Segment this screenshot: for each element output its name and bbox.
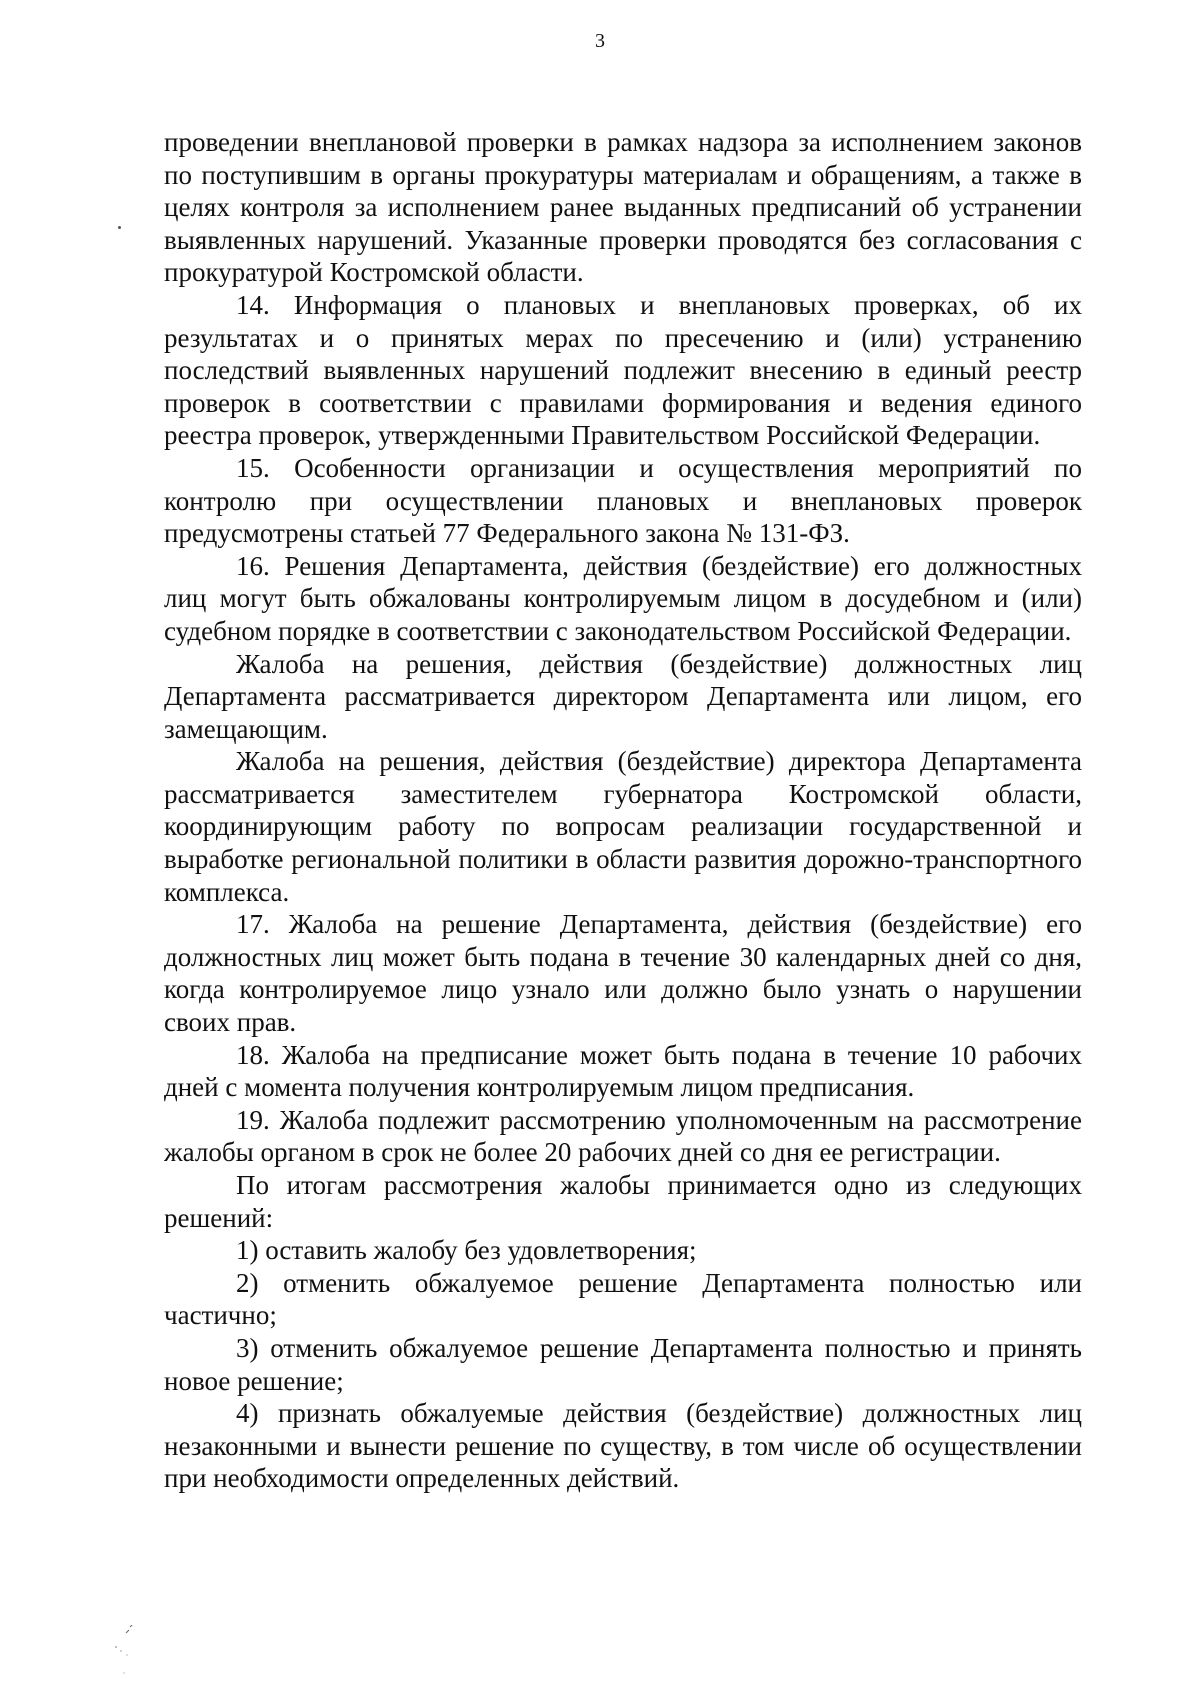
paragraph: По итогам рассмотрения жалобы принимается одно из следующих решений: <box>164 1170 1082 1233</box>
list-item: 1) оставить жалобу без удовлетворения; <box>236 1235 697 1266</box>
paragraph: 19. Жалоба подлежит рассмотрению уполномоченным на рассмотрение жалобы органом в срок не более 20 рабочих дней со дня ее регистрации. <box>164 1104 1082 1168</box>
paragraph: Жалоба на решения, действия (бездействие) директора Департамента рассматривается заместителем губернатора Костромской области, координирующим работу по вопросам реализации государственной и выработке региональной политики в области развития дорожно-транспортного комплекса. <box>164 746 1082 907</box>
paragraph: 15. Особенности организации и осуществления мероприятий по контролю при осуществлении плановых и внеплановых проверок предусмотрены статьей 77 Федерального закона № 131-ФЗ. <box>164 452 1082 549</box>
scan-artifact <box>96 1625 156 1685</box>
paragraph: проведении внеплановой проверки в рамках надзора за исполнением законов по поступившим в органы прокуратуры материалам и обращениям, а также в целях контроля за исполнением ранее выданных предписаний об устранении выявленных нарушений. Указанные проверки проводятся без согласования с прокуратурой Костромской области. <box>164 127 1082 288</box>
document-body <box>164 126 1082 1495</box>
paragraph: 14. Информация о плановых и внеплановых проверках, об их результатах и о принятых мерах по пресечению и (или) устранению последствий выявленных нарушений подлежит внесению в единый реестр проверок в соответствии с правилами формирования и ведения единого реестра проверок, утвержденными Правительством Российской Федерации. <box>164 289 1082 451</box>
list-item: 2) отменить обжалуемое решение Департамента полностью или частично; <box>164 1267 1082 1331</box>
scan-speck <box>118 226 121 229</box>
list-item: 4) признать обжалуемые действия (бездействие) должностных лиц незаконными и вынести решение по существу, в том числе об осуществлении при необходимости определенных действий. <box>164 1398 1082 1494</box>
paragraph: 18. Жалоба на предписание может быть подана в течение 10 рабочих дней с момента получения контролируемым лицом предписания. <box>164 1039 1082 1103</box>
paragraph: Жалоба на решения, действия (бездействие) должностных лиц Департамента рассматривается директором Департамента или лицом, его замещающим. <box>164 648 1082 744</box>
page-number: 3 <box>595 30 605 52</box>
paragraph: 16. Решения Департамента, действия (бездействие) его должностных лиц могут быть обжалованы контролируемым лицом в досудебном и (или) судебном порядке в соответствии с законодательством Российской Федерации. <box>164 550 1082 646</box>
list-item: 3) отменить обжалуемое решение Департамента полностью и принять новое решение; <box>164 1332 1082 1396</box>
paragraph: 17. Жалоба на решение Департамента, действия (бездействие) его должностных лиц может быть подана в течение 30 календарных дней со дня, когда контролируемое лицо узнало или должно было узнать о нарушении своих прав. <box>164 909 1082 1038</box>
